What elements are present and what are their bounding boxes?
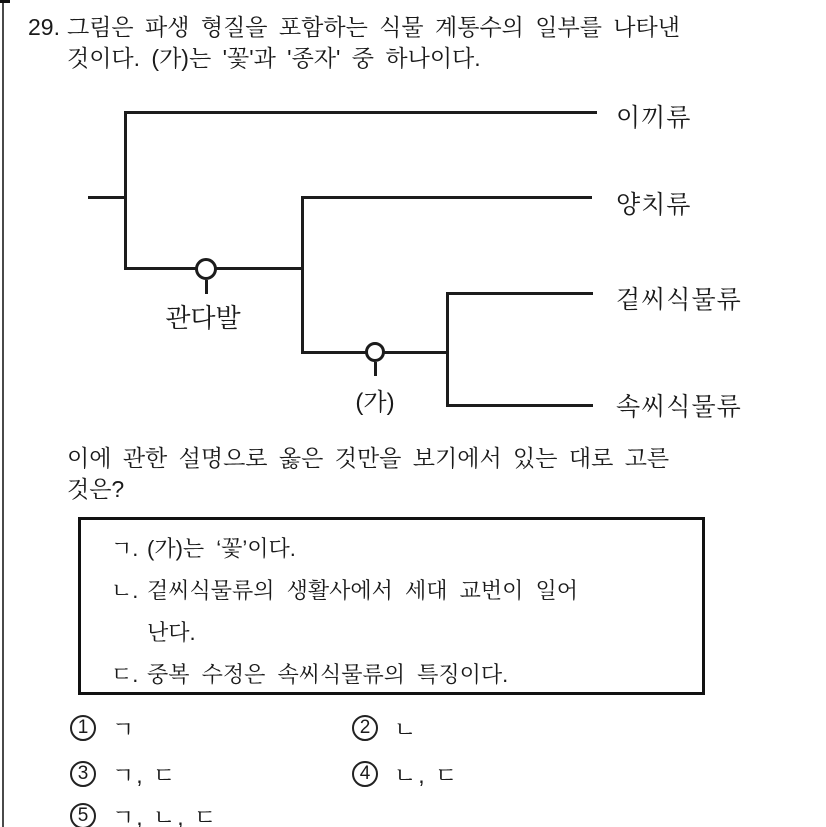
vascular-node-label: 관다발 — [165, 303, 241, 333]
bogi-item-g — [111, 528, 684, 570]
tree-split1-vertical — [124, 111, 127, 270]
tree-split2-vertical — [301, 196, 304, 354]
bogi-text-g: (가)는 ‘꽃’이다. — [147, 536, 296, 561]
bogi-marker-d: ㄷ. — [111, 662, 139, 687]
taxon-label-angiosperm: 속씨식물류 — [616, 393, 742, 421]
choice-3-label: ㄱ, ㄷ — [112, 762, 178, 788]
tree-split3-vertical — [446, 292, 449, 407]
ga-node-circle — [365, 342, 385, 362]
scan-corner-mark — [0, 0, 10, 3]
choice-3 — [70, 757, 177, 790]
choice-2 — [352, 711, 418, 744]
page-left-border — [2, 0, 4, 827]
choice-1-label: ㄱ — [112, 716, 137, 742]
tree-root-line — [88, 196, 127, 199]
ga-node-tick — [374, 362, 377, 376]
choice-4 — [352, 757, 459, 790]
question-number: 29. — [28, 14, 60, 40]
taxon-label-gymnosperm: 겉씨식물류 — [616, 286, 742, 314]
vascular-node-tick — [205, 280, 208, 294]
tree-branch-fern — [301, 196, 592, 199]
bogi-text-n — [147, 570, 578, 654]
stem-text-line2: 것은? — [67, 476, 125, 502]
vascular-node-circle — [195, 258, 217, 280]
question-text-line2: 것이다. (가)는 '꽃'과 '종자' 중 하나이다. — [67, 45, 481, 71]
bogi-text-n-line2: 난다. — [147, 620, 196, 645]
choice-1 — [70, 711, 136, 744]
choice-4-number: 4 — [352, 761, 378, 787]
bogi-marker-g: ㄱ. — [111, 536, 139, 561]
tree-branch-moss — [124, 111, 597, 114]
taxon-label-fern: 양치류 — [616, 191, 692, 219]
choice-2-number: 2 — [352, 715, 378, 741]
choice-5 — [70, 799, 218, 827]
bogi-text-n-line1: 겉씨식물류의 생활사에서 세대 교번이 일어 — [147, 578, 578, 603]
bogi-text-d: 중복 수정은 속씨식물류의 특징이다. — [147, 662, 509, 687]
bogi-item-d — [111, 654, 684, 696]
question-text-line1: 그림은 파생 형질을 포함하는 식물 계통수의 일부를 나타낸 — [67, 14, 680, 40]
choice-1-number: 1 — [70, 715, 96, 741]
choice-2-label: ㄴ — [394, 716, 419, 742]
bogi-marker-n: ㄴ. — [111, 578, 139, 603]
bogi-item-n — [111, 570, 684, 654]
taxon-label-moss: 이끼류 — [616, 104, 692, 132]
choice-5-number: 5 — [70, 803, 96, 827]
choice-4-label: ㄴ, ㄷ — [394, 762, 460, 788]
choice-5-label: ㄱ, ㄴ, ㄷ — [112, 804, 219, 827]
choice-3-number: 3 — [70, 761, 96, 787]
stem-text-line1: 이에 관한 설명으로 옳은 것만을 보기에서 있는 대로 고른 — [67, 445, 670, 471]
bogi-box — [78, 517, 705, 695]
tree-branch-gymnosperm — [446, 292, 593, 295]
tree-branch-angiosperm — [446, 404, 593, 407]
ga-node-label: (가) — [355, 389, 395, 416]
